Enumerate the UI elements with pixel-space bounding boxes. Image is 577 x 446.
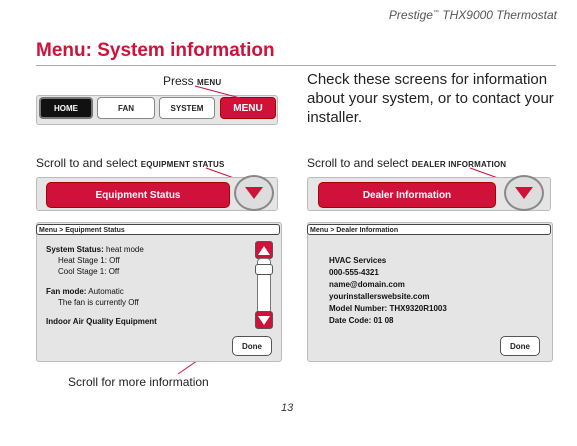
date-code: Date Code: 01 08 — [329, 316, 394, 325]
cool-stage-line: Cool Stage 1: Off — [58, 267, 120, 276]
up-arrow-icon — [258, 246, 270, 255]
spacer — [46, 308, 246, 316]
fan-line — [46, 286, 246, 297]
scroll-thumb[interactable] — [255, 264, 273, 275]
dealer-information-button[interactable]: Dealer Information — [318, 182, 496, 208]
equipment-status-button[interactable]: Equipment Status — [46, 182, 230, 208]
right-scroll-down-knob[interactable] — [504, 175, 544, 211]
dealer-name: HVAC Services — [329, 256, 387, 265]
spacer — [46, 277, 246, 286]
dealer-email: name@domain.com — [329, 280, 405, 289]
dealer-info-text — [329, 255, 539, 327]
left-scroll-prefix: Scroll to and select — [36, 156, 141, 170]
status-label: System Status: — [46, 245, 104, 254]
left-scroll-key: EQUIPMENT STATUS — [140, 160, 225, 169]
fan-button[interactable]: FAN — [97, 97, 155, 119]
left-scroll-down-knob[interactable] — [234, 175, 274, 211]
intro-text: Check these screens for information about your system, or to contact your installer. — [307, 71, 554, 126]
right-done-button[interactable]: Done — [500, 336, 540, 356]
scroll-up-button[interactable] — [255, 241, 273, 259]
status-line — [46, 244, 246, 255]
right-breadcrumb: Menu > Dealer Information — [307, 224, 551, 235]
right-scroll-prefix: Scroll to and select — [307, 156, 412, 170]
system-button[interactable]: SYSTEM — [159, 97, 215, 119]
press-prefix: Press — [163, 74, 198, 88]
scroll-down-button[interactable] — [255, 311, 273, 329]
dealer-phone: 000-555-4321 — [329, 268, 379, 277]
right-scroll-key: DEALER INFORMATION — [411, 160, 507, 169]
menu-button[interactable]: MENU — [220, 97, 276, 119]
fan-label: Fan mode: — [46, 287, 87, 296]
fan-value: Automatic — [86, 287, 124, 296]
down-arrow-icon — [515, 187, 533, 199]
right-scroll-label — [307, 156, 506, 170]
iaq-line: Indoor Air Quality Equipment — [46, 317, 157, 326]
fan-status-line: The fan is currently Off — [58, 298, 139, 307]
down-arrow-icon — [258, 316, 270, 325]
model-number: Model Number: THX9320R1003 — [329, 304, 447, 313]
equipment-status-text — [46, 244, 246, 327]
home-button[interactable]: HOME — [39, 97, 93, 119]
left-scroll-label — [36, 156, 225, 170]
page-number: 13 — [281, 402, 294, 414]
down-arrow-icon — [245, 187, 263, 199]
left-breadcrumb: Menu > Equipment Status — [36, 224, 280, 235]
trademark: ™ — [432, 10, 439, 16]
scroll-caption: Scroll for more information — [68, 375, 209, 389]
page-title: Menu: System information — [36, 40, 275, 61]
product-name: Prestige — [388, 8, 433, 22]
dealer-website: yourinstallerswebsite.com — [329, 292, 430, 301]
model-name: THX9000 Thermostat — [438, 8, 557, 22]
leader-menu — [195, 86, 240, 98]
status-value: heat mode — [103, 245, 144, 254]
left-done-button[interactable]: Done — [232, 336, 272, 356]
heat-stage-line: Heat Stage 1: Off — [58, 256, 120, 265]
press-key: MENU — [197, 78, 222, 87]
